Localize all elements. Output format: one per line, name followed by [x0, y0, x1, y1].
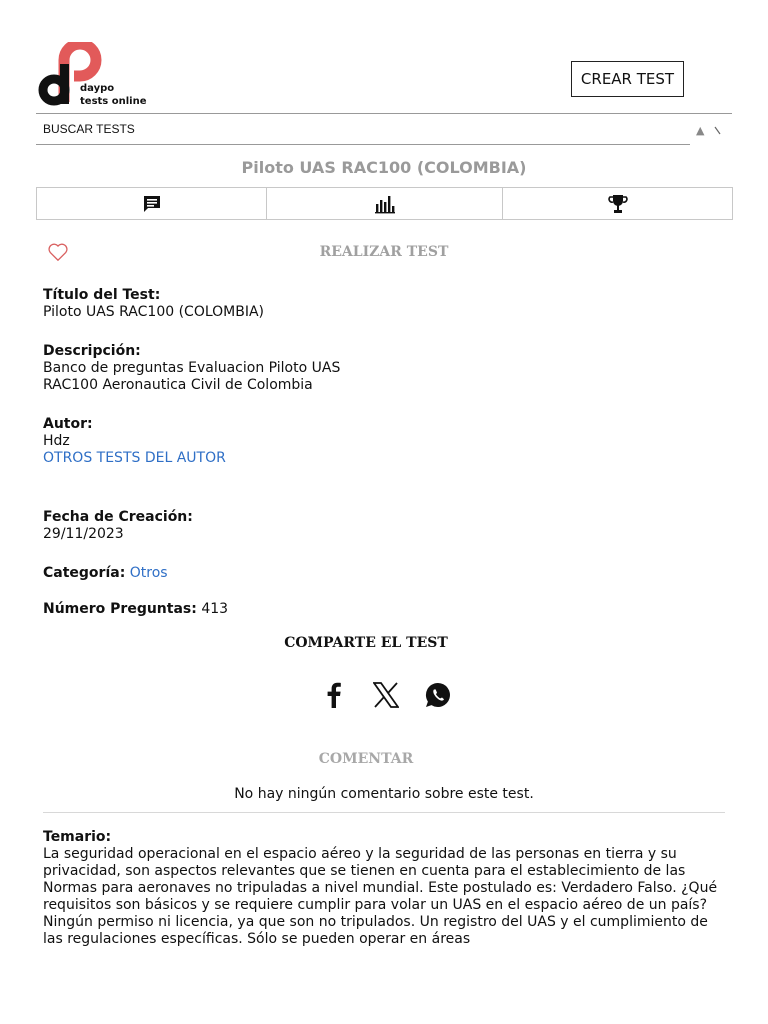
logo-line2: tests online: [80, 96, 147, 107]
comment-icon: [142, 194, 162, 214]
temario-text: La seguridad operacional en el espacio aéreo y la seguridad de las personas en tierra y su privacidad, son aspectos relevantes que se tienen en cuenta para el establecimiento de las Normas para aeronaves no tripuladas a nivel mundial. Este postulado es: Verdadero Falso. ¿Qué requisitos son básicos y se requiere cumplir para volar un UAS en el espacio aéreo de un país? Ningún permiso ni licencia, ya que son no tripulados. Un registro del UAS y el cumplimiento de las regulaciones específicas. Sólo se pueden operar en áreas: [43, 846, 718, 947]
facebook-icon[interactable]: [318, 677, 350, 713]
other-tests-link[interactable]: OTROS TESTS DEL AUTOR: [43, 450, 226, 466]
scroll-up-arrow-icon[interactable]: ▲: [696, 124, 705, 137]
share-icons: [318, 677, 458, 713]
author-value: Hdz: [43, 433, 70, 449]
site-header: [36, 40, 732, 112]
trophy-icon: [608, 193, 628, 215]
search-bar-edge: [690, 142, 732, 146]
detail-date: [43, 509, 193, 543]
author-label: Autor:: [43, 416, 93, 432]
category-label: Categoría:: [43, 565, 126, 581]
detail-category: [43, 565, 168, 582]
test-tabs: [36, 187, 733, 220]
questions-label: Número Preguntas:: [43, 601, 197, 617]
date-label: Fecha de Creación:: [43, 509, 193, 525]
page-title: Piloto UAS RAC100 (COLOMBIA): [241, 158, 527, 177]
search-label[interactable]: BUSCAR TESTS: [43, 122, 135, 136]
whatsapp-icon[interactable]: [422, 677, 454, 713]
daypo-logo[interactable]: [38, 42, 158, 110]
description-label: Descripción:: [43, 343, 141, 359]
search-bar[interactable]: [36, 113, 732, 145]
comment-button[interactable]: COMENTAR: [318, 751, 414, 767]
detail-description: [43, 343, 340, 394]
share-title: COMPARTE EL TEST: [284, 635, 448, 651]
tab-ranking[interactable]: [503, 188, 732, 219]
detail-author: [43, 416, 226, 467]
no-comments-text: No hay ningún comentario sobre este test.: [234, 786, 534, 802]
title-value: Piloto UAS RAC100 (COLOMBIA): [43, 304, 265, 320]
date-value: 29/11/2023: [43, 526, 124, 542]
tab-comments[interactable]: [37, 188, 267, 219]
temario-label: Temario:: [43, 829, 112, 845]
detail-questions: [43, 601, 228, 618]
category-link[interactable]: Otros: [129, 565, 168, 581]
description-line2: RAC100 Aeronautica Civil de Colombia: [43, 377, 313, 393]
divider: [43, 812, 725, 813]
bar-chart-icon: [374, 194, 396, 214]
logo-text: [80, 82, 146, 108]
description-line1: Banco de preguntas Evaluacion Piloto UAS: [43, 360, 341, 376]
take-test-button[interactable]: REALIZAR TEST: [319, 244, 449, 260]
search-icon[interactable]: [713, 119, 729, 141]
questions-value: 413: [201, 601, 229, 617]
create-test-button[interactable]: CREAR TEST: [571, 61, 684, 97]
logo-line1: daypo: [80, 83, 115, 94]
tab-stats[interactable]: [267, 188, 503, 219]
x-icon[interactable]: [370, 677, 402, 713]
detail-title: [43, 287, 264, 321]
title-label: Título del Test:: [43, 287, 161, 303]
